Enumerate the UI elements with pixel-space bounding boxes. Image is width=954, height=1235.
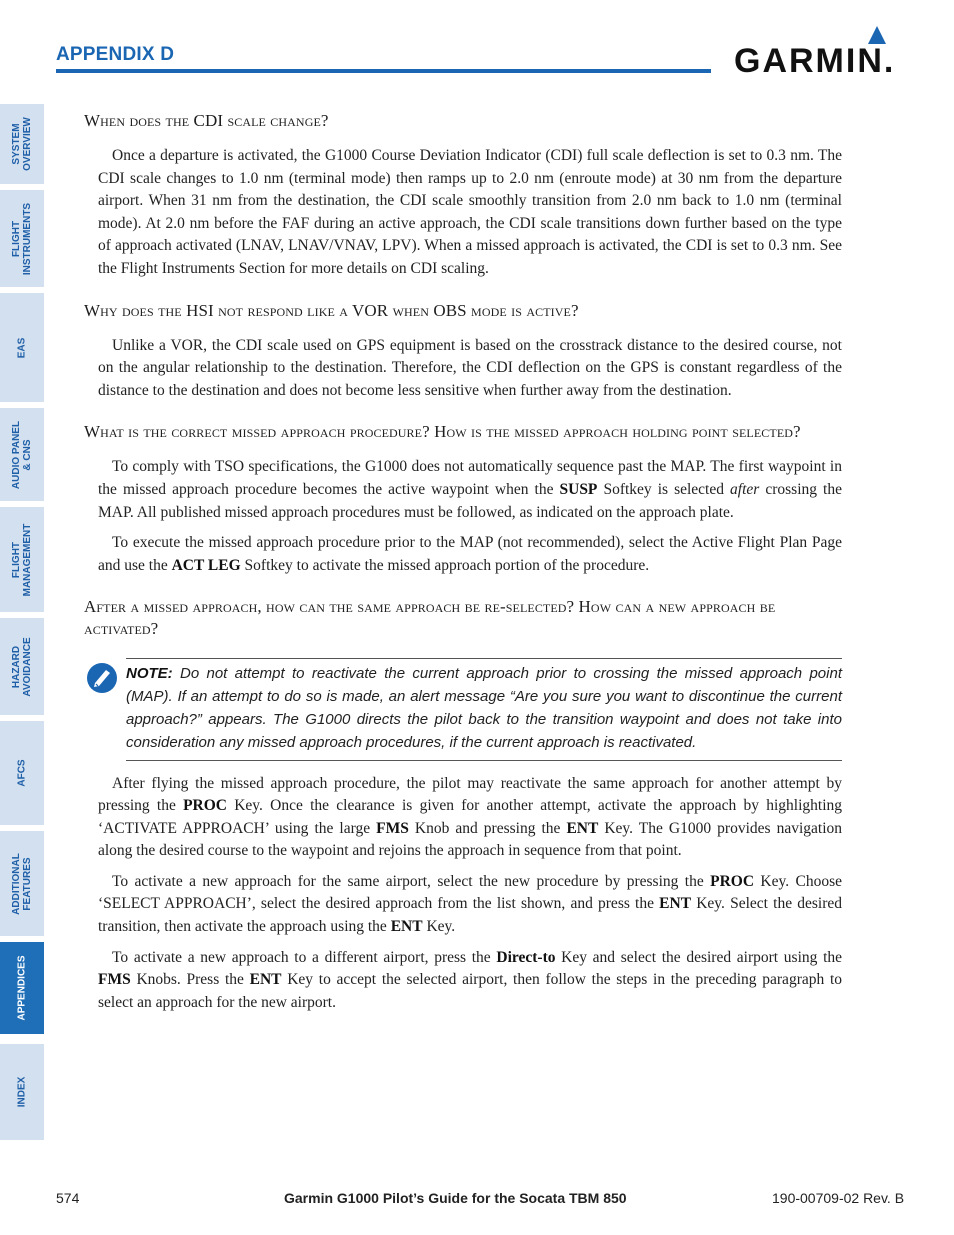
key-name: ENT <box>566 819 599 837</box>
paragraph: To comply with TSO specifications, the G1000 does not automatically sequence past the MAP. The first waypoint in the missed approach procedure becomes the active waypoint when the SUSP Softkey is selected after crossing the MAP. All published missed approach procedures must be followed, as indicated on the approach plate. <box>98 458 842 521</box>
section-title: APPENDIX D <box>56 44 175 65</box>
tab-label: APPENDICES <box>16 955 28 1021</box>
paragraph: Unlike a VOR, the CDI scale used on GPS equipment is based on the crosstrack distance to the desired course, not on the angular relationship to the destination. Therefore, the CDI deflection on the GPS is constant regardless of the distance to the destination and does not become less sensitive when further away from the destination. <box>98 336 842 399</box>
paragraph: To activate a new approach to a different airport, press the Direct-to Key and select the desired airport using the FMS Knobs. Press the ENT Key to accept the selected airport, then follow the steps in the preceding paragraph to select an approach for the new airport. <box>98 948 843 1011</box>
key-name: PROC <box>710 872 755 890</box>
tab-audio-panel-cns[interactable] <box>0 408 44 501</box>
main-content <box>84 110 843 1014</box>
key-name: ENT <box>659 895 692 913</box>
document-number: 190-00709-02 Rev. B <box>772 1190 905 1206</box>
note-box <box>126 658 842 760</box>
tab-flight-management[interactable] <box>0 507 44 612</box>
tab-hazard-avoidance[interactable] <box>0 618 44 715</box>
tab-system-overview[interactable] <box>0 104 44 184</box>
key-name: PROC <box>183 797 227 815</box>
note-label: NOTE: <box>126 665 173 683</box>
paragraph: To execute the missed approach procedure prior to the MAP (not recommended), select the Active Flight Plan Page and use the ACT LEG Softkey to activate the missed approach portion of the procedure. <box>98 534 842 574</box>
paragraph: After flying the missed approach procedure, the pilot may reactivate the same approach for another attempt by pressing the PROC Key. Once the clearance is given for another attempt, activate the approach by highlighting ‘ACTIVATE APPROACH’ using the large FMS Knob and pressing the ENT Key. The G1000 provides navigation along the desired course to the waypoint and rejoins the approach in sequence from that point. <box>98 774 842 860</box>
heading-cdi-scale: When does the CDI scale change? <box>84 111 329 130</box>
softkey-name: SUSP <box>559 480 598 498</box>
key-name: ENT <box>390 918 423 936</box>
tab-label: ADDITIONAL FEATURES <box>11 852 33 915</box>
tab-afcs[interactable] <box>0 721 44 825</box>
heading-missed-approach: What is the correct missed approach procedure? How is the missed approach holding point selected? <box>84 422 801 442</box>
garmin-logo <box>734 26 898 76</box>
tab-label: EAS <box>16 337 28 358</box>
tab-eas[interactable] <box>0 293 44 402</box>
heading-hsi-vor: Why does the HSI not respond like a VOR when OBS mode is active? <box>84 300 579 320</box>
tab-index[interactable] <box>0 1044 44 1140</box>
document-title: Garmin G1000 Pilot’s Guide for the Socata TBM 850 <box>284 1190 627 1206</box>
softkey-name: ACT LEG <box>171 556 241 574</box>
tab-flight-instruments[interactable] <box>0 190 44 287</box>
tab-additional-features[interactable] <box>0 831 44 936</box>
key-name: FMS <box>376 819 409 837</box>
tab-label: AFCS <box>16 759 28 787</box>
tab-label: AUDIO PANEL & CNS <box>11 420 33 489</box>
page-number: 574 <box>56 1190 80 1206</box>
key-name: ENT <box>249 971 282 989</box>
tab-label: INDEX <box>16 1076 28 1108</box>
tab-label: HAZARD AVOIDANCE <box>11 636 33 697</box>
key-name: FMS <box>98 971 131 989</box>
heading-reselect-approach: After a missed approach, how can the same approach be re-selected? How can a new approach be activated? <box>84 597 776 639</box>
paragraph: Once a departure is activated, the G1000 Course Deviation Indicator (CDI) full scale deflection is set to 0.3 nm. The CDI scale changes to 1.0 nm (terminal mode) then ramps up to 2.0 nm (enroute mode) at 30 nm from the departure airport. When 31 nm from the destination, the CDI scale smoothly transition from 2.0 nm back to 1.0 nm (terminal mode). At 2.0 nm before the FAF during an active approach, the CDI scale transitions down further based on the type of approach activated (LNAV, LNAV/VNAV, LPV). When a missed approach is activated, the CDI is set to 0.3 nm. See the Flight Instruments Section for more details on CDI scaling. <box>98 147 842 277</box>
key-name: Direct-to <box>496 948 556 966</box>
tab-label: FLIGHT MANAGEMENT <box>11 523 33 596</box>
tab-appendices[interactable] <box>0 942 44 1034</box>
tab-label: SYSTEM OVERVIEW <box>11 117 33 171</box>
note-icon <box>86 662 118 694</box>
note-text: Do not attempt to reactivate the current approach prior to crossing the missed approach point (MAP). If an attempt to do so is made, an alert message “Are you sure you want to discontinue the current approach?” appears. The G1000 directs the pilot back to the transition waypoint and does not take into consideration any missed approach procedures, if the current approach is reactivated. <box>126 665 842 751</box>
header-rule <box>56 69 711 73</box>
tab-label: FLIGHT INSTRUMENTS <box>11 202 33 275</box>
paragraph: To activate a new approach for the same airport, select the new procedure by pressing the PROC Key. Choose ‘SELECT APPROACH’, select the desired approach from the list shown, and press the ENT Key. Select the desired transition, then activate the approach using the ENT Key. <box>98 872 843 936</box>
logo-text: GARMIN. <box>734 42 896 76</box>
